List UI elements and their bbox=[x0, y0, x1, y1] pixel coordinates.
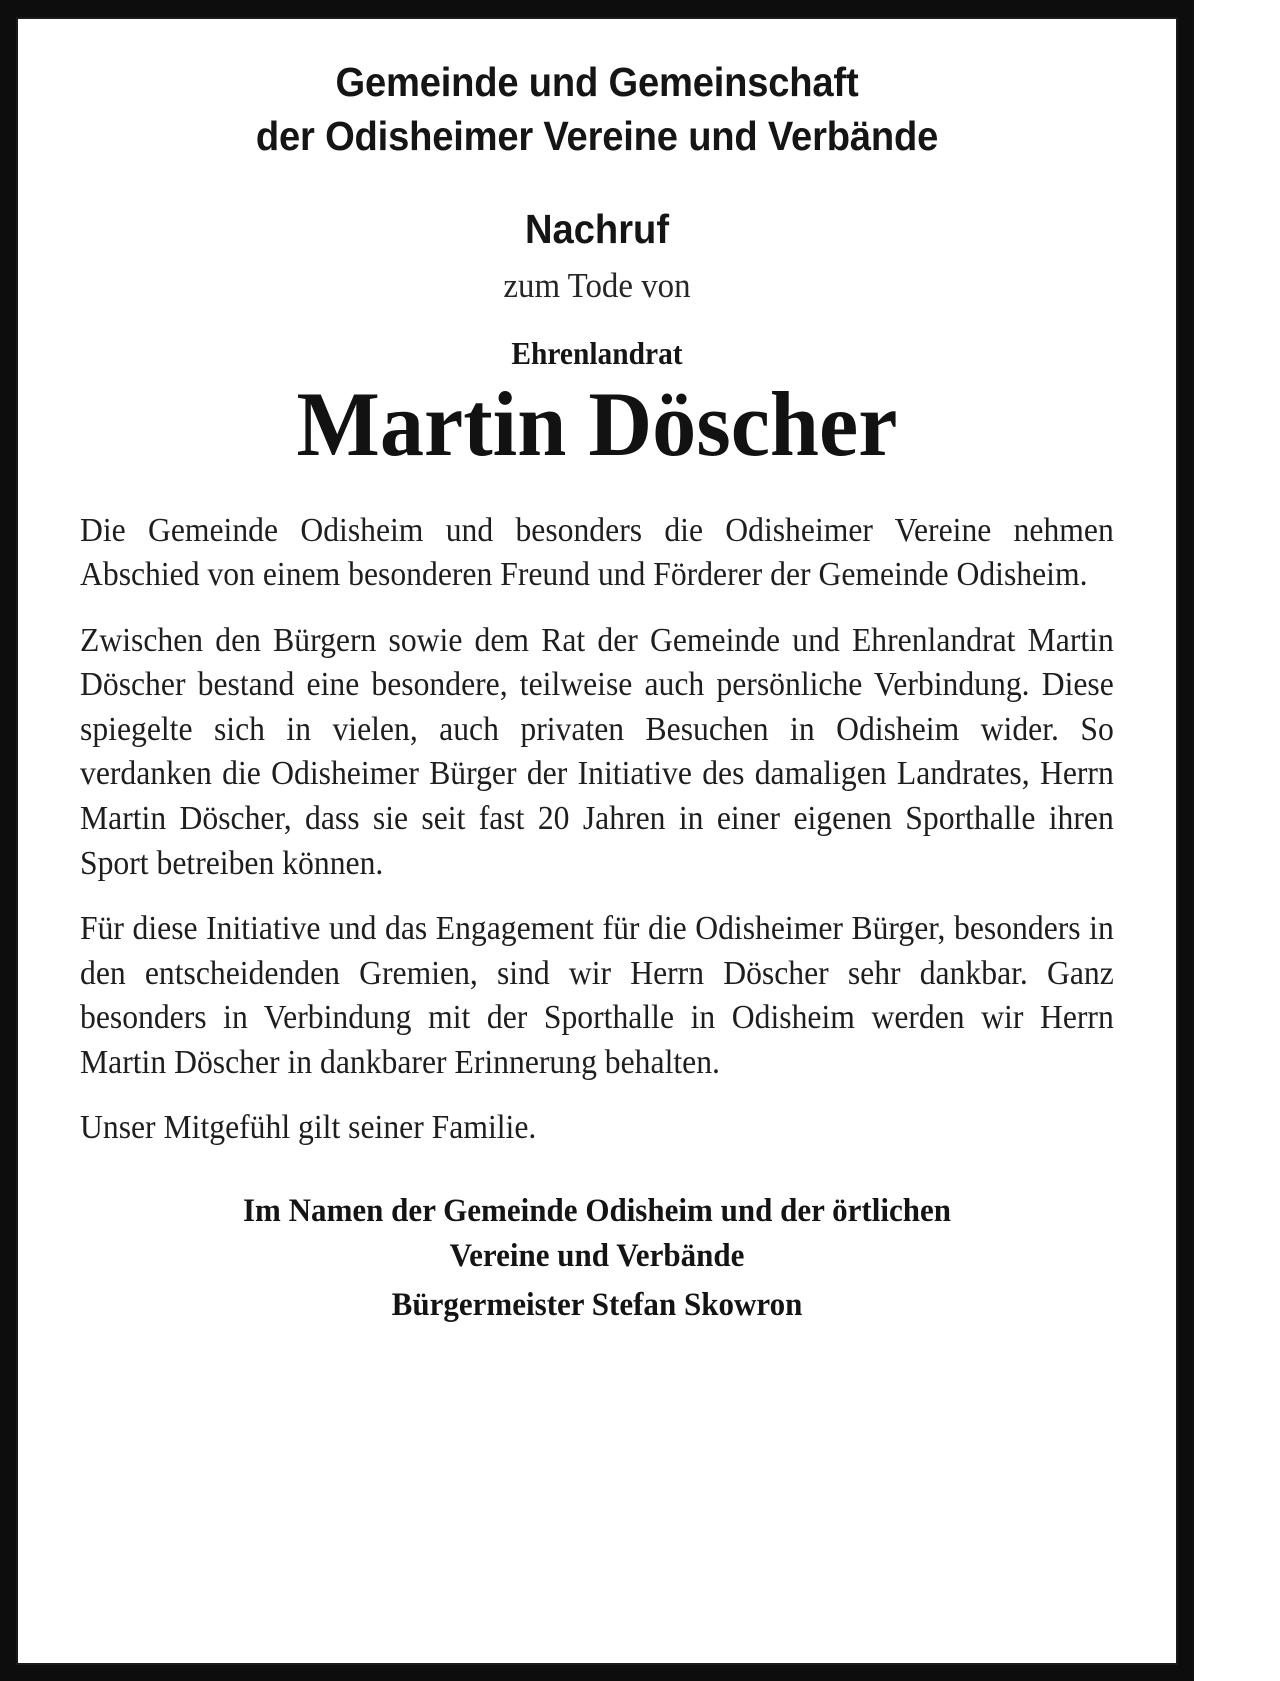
obituary-notice-card bbox=[16, 17, 1178, 1665]
body-paragraph: Für diese Initiative und das Engagement für die Odisheimer Bürger, besonders in den entscheidenden Gremien, sind wir Herrn Döscher sehr dankbar. Ganz besonders in Verbindung mit der Sporthalle in Odisheim werden wir Herrn Martin Döscher in dankbarer Erinnerung behalten. bbox=[80, 910, 1114, 1081]
deceased-honorific: Ehrenlandrat bbox=[511, 334, 683, 371]
body-paragraph: Unser Mitgefühl gilt seiner Familie. bbox=[80, 1109, 537, 1147]
organization-header bbox=[116, 55, 1078, 163]
signature-line-mayor: Bürgermeister Stefan Skowron bbox=[391, 1286, 803, 1323]
organization-header-line-2: der Odisheimer Vereine und Verbände bbox=[255, 113, 939, 160]
deceased-name: Martin Döscher bbox=[296, 373, 898, 475]
signature-line-organization-1: Im Namen der Gemeinde Odisheim und der örtlichen bbox=[242, 1192, 951, 1229]
signature-block bbox=[111, 1189, 1083, 1328]
body-paragraph: Die Gemeinde Odisheim und besonders die Odisheimer Vereine nehmen Abschied von einem besonderen Freund und Förderer der Gemeinde Odisheim. bbox=[80, 511, 1114, 594]
notice-title: Nachruf bbox=[524, 206, 670, 253]
notice-subtitle: zum Tode von bbox=[503, 266, 691, 306]
organization-header-line-1: Gemeinde und Gemeinschaft bbox=[335, 59, 859, 105]
body-paragraph: Zwischen den Bürgern sowie dem Rat der Gemeinde und Ehrenlandrat Martin Döscher bestand eine besondere, teilweise auch persönliche Verbindung. Diese spiegelte sich in vielen, auch privaten Besuchen in Odisheim wider. So verdanken die Odisheimer Bürger der Initiative des damaligen Landrates, Herrn Martin Döscher, dass sie seit fast 20 Jahren in einer eigenen Sporthalle ihren Sport betreiben können. bbox=[80, 621, 1114, 882]
obituary-body bbox=[80, 509, 1114, 1151]
signature-line-organization-2: Vereine und Verbände bbox=[449, 1237, 745, 1274]
